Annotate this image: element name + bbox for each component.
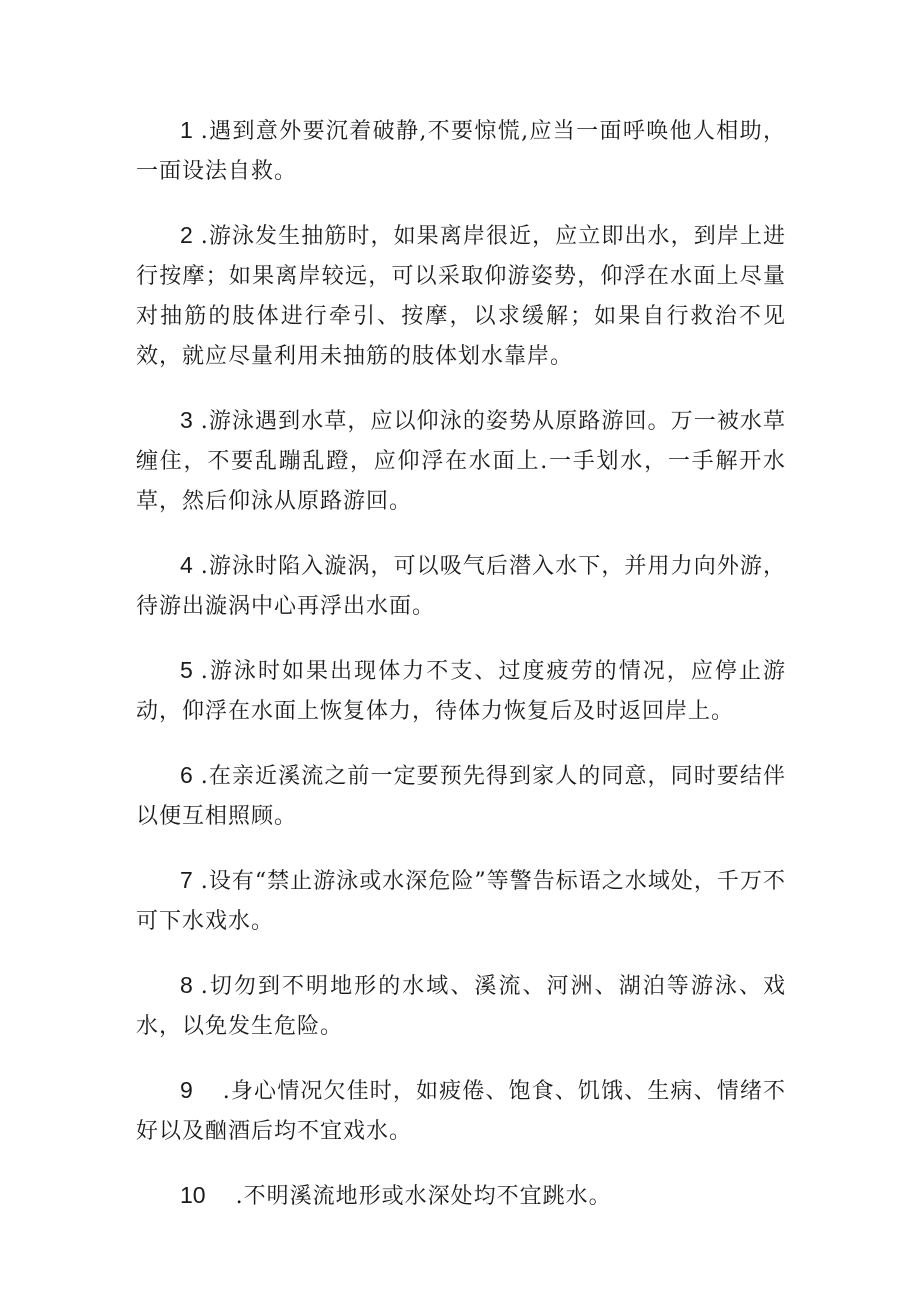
- item-text: .不明溪流地形或水深处均不宜跳水。: [235, 1184, 612, 1209]
- item-text: .身心情况欠佳时，如疲倦、饱食、饥饿、生病、情绪不好以及酗酒后均不宜戏水。: [136, 1079, 786, 1144]
- item-text: .游泳时如果出现体力不支、过度疲劳的情况，应停止游动，仰浮在水面上恢复体力，待体力恢复后及时返回岸上。: [136, 659, 786, 724]
- list-item: [136, 545, 786, 627]
- list-item: [136, 860, 786, 942]
- item-text: .在亲近溪流之前一定要预先得到家人的同意，同时要结伴以便互相照顾。: [136, 764, 786, 829]
- item-text: .遇到意外要沉着破静,不要惊慌,应当一面呼唤他人相助，一面设法自救。: [136, 119, 786, 184]
- item-number: 4: [180, 552, 193, 578]
- list-item: [136, 400, 786, 522]
- item-text: .切勿到不明地形的水域、溪流、河洲、湖泊等游泳、戏水，以免发生危险。: [136, 974, 786, 1039]
- item-number: 10: [180, 1182, 206, 1208]
- item-number: 5: [180, 657, 193, 683]
- item-text: .游泳遇到水草，应以仰泳的姿势从原路游回。万一被水草缠住，不要乱蹦乱蹬，应仰浮在水面上.一手划水，一手解开水草，然后仰泳从原路游回。: [136, 409, 786, 514]
- item-number: 6: [180, 762, 193, 788]
- item-number: 8: [180, 972, 193, 998]
- item-number: 7: [180, 867, 193, 893]
- list-item: [136, 650, 786, 732]
- item-text: .设有“禁止游泳或水深危险”等警告标语之水域处，千万不可下水戏水。: [136, 869, 786, 934]
- document-body: [136, 110, 786, 1240]
- item-text: .游泳发生抽筋时，如果离岸很近，应立即出水，到岸上进行按摩；如果离岸较远，可以采取仰游姿势，仰浮在水面上尽量对抽筋的肢体进行牵引、按摩，以求缓解；如果自行救治不见效，就应尽量利用未抽筋的肢体划水靠岸。: [136, 224, 786, 369]
- list-item: [136, 110, 786, 192]
- list-item: [136, 965, 786, 1047]
- item-number: 1: [180, 117, 193, 143]
- list-item: [136, 1175, 786, 1217]
- list-item: [136, 1070, 786, 1152]
- item-text: .游泳时陷入漩涡，可以吸气后潜入水下，并用力向外游，待游出漩涡中心再浮出水面。: [136, 554, 786, 619]
- item-number: 9: [180, 1077, 193, 1103]
- item-number: 2: [180, 222, 193, 248]
- list-item: [136, 215, 786, 377]
- list-item: [136, 755, 786, 837]
- item-number: 3: [180, 407, 193, 433]
